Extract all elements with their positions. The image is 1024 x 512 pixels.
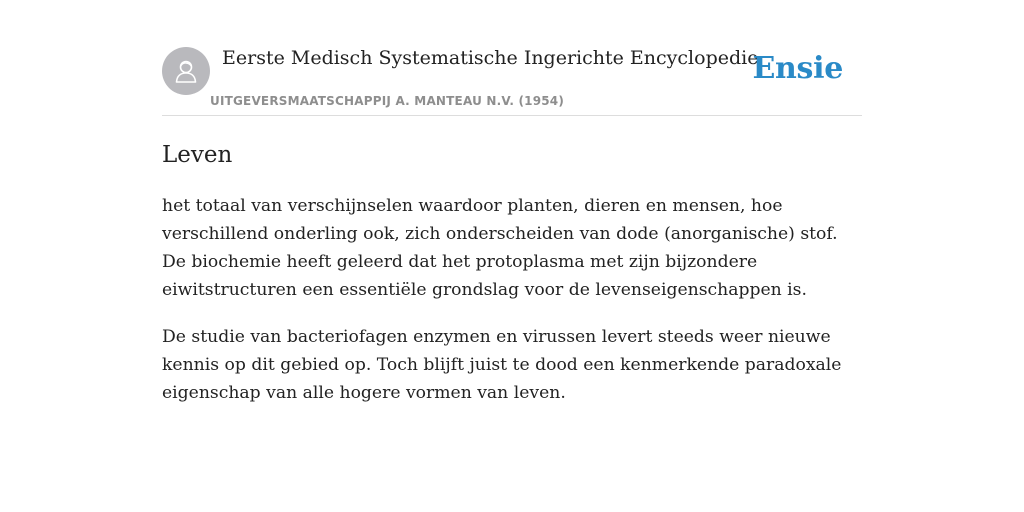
entry-paragraph: het totaal van verschijnselen waardoor planten, dieren en mensen, hoe verschillend onderling ook, zich onderscheiden van dode (anorganische) stof. De biochemie heeft geleerd dat het protoplasma met zijn bijzondere eiwitstructuren een essentiële grondslag voor de levenseigenschappen is.	[162, 196, 838, 300]
source-header	[162, 0, 862, 116]
entry-body	[162, 192, 866, 426]
publisher-label: UITGEVERSMAATSCHAPPIJ A. MANTEAU N.V. (1954)	[210, 94, 565, 108]
entry-title: Leven	[162, 142, 233, 168]
entry-paragraph: De studie van bacteriofagen enzymen en virussen levert steeds weer nieuwe kennis op dit gebied op. Toch blijft juist te dood een kenmerkende paradoxale eigenschap van alle hogere vormen van leven.	[162, 327, 842, 403]
source-title[interactable]: Eerste Medisch Systematische Ingerichte Encyclopedie	[222, 47, 759, 69]
avatar-person-icon	[172, 57, 200, 85]
brand-logo[interactable]: Ensie	[752, 51, 843, 86]
page-container	[162, 0, 862, 403]
user-avatar-icon[interactable]	[162, 47, 210, 95]
